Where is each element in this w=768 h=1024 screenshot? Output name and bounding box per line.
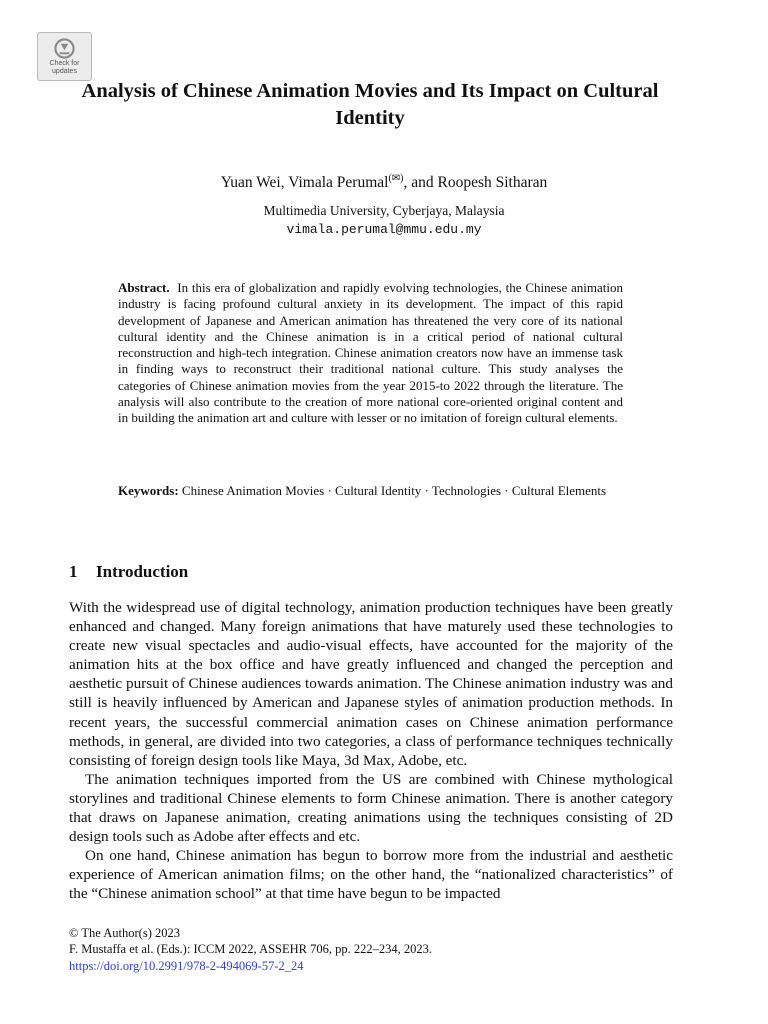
doi-link[interactable]: https://doi.org/10.2991/978-2-494069-57-2_24 xyxy=(69,958,304,973)
abstract-label: Abstract. xyxy=(118,280,170,295)
corresponding-author-mark: (✉) xyxy=(388,173,404,184)
author-email[interactable]: vimala.perumal@mmu.edu.my xyxy=(286,222,482,237)
body-text xyxy=(69,598,673,904)
section-title: Introduction xyxy=(96,562,189,581)
author-list xyxy=(14,169,754,193)
paragraph: On one hand, Chinese animation has begun to borrow more from the industrial and aesthetic experience of American animation films; on the other hand, the “nationalized characteristics” of the “Chinese animation school” at that time have begun to be impacted xyxy=(69,847,673,903)
paper-title: Analysis of Chinese Animation Movies and Its Impact on Cultural Identity xyxy=(81,80,659,129)
keywords xyxy=(118,483,623,499)
affiliation: Multimedia University, Cyberjaya, Malaysia xyxy=(263,203,505,218)
authors-rest: , and Roopesh Sitharan xyxy=(403,174,548,192)
abstract-text: In this era of globalization and rapidly evolving technologies, the Chinese animation industry is facing profound cultural anxiety in its development. The impact of this rapid development of Japanese and American animation has threatened the very core of its national cultural identity and the Chinese animation is in a critical period of national cultural reconstruction and high-tech integration. Chinese animation creators now have an immense task in finding ways to reconstruct their traditional national culture. This study analyses the categories of Chinese animation movies from the year 2015-to 2022 through the literature. The analysis will also contribute to the creation of more national core-oriented original content and in building the animation art and culture with lesser or no imitation of foreign cultural elements. xyxy=(118,280,624,426)
badge-label: Check for updates xyxy=(49,60,80,75)
paragraph: The animation techniques imported from the US are combined with Chinese mythological storylines and traditional Chinese elements to form Chinese animation. There is another category that draws on Japanese animation, creating animations using the techniques consisting of 2D design tools such as Adobe after effects and etc. xyxy=(69,770,673,846)
abstract xyxy=(118,280,623,427)
paragraph: With the widespread use of digital technology, animation production techniques have been greatly enhanced and changed. Many foreign animations that have maturely used these technologies to create new visual spectacles and audio-visual effects, have accounted for the majority of the animation hits at the box office and have greatly influenced and changed the perception and aesthetic pursuit of Chinese audiences towards animation. The Chinese animation industry was and still is heavily influenced by American and Japanese styles of animation production methods. In recent years, the successful commercial animation cases on Chinese animation performance methods, in general, are divided into two categories, a class of performance techniques technically consisting of foreign design tools like Maya, 3d Max, Adobe, etc. xyxy=(69,599,673,769)
authors-first: Yuan Wei, Vimala Perumal xyxy=(220,174,389,192)
citation-line: F. Mustaffa et al. (Eds.): ICCM 2022, ASSEHR 706, pp. 222–234, 2023. xyxy=(69,942,433,957)
copyright-line: © The Author(s) 2023 xyxy=(69,926,180,940)
keywords-text: Chinese Animation Movies · Cultural Identity · Technologies · Cultural Elements xyxy=(181,483,607,498)
crossmark-icon xyxy=(54,38,75,59)
keywords-label: Keywords: xyxy=(118,483,179,498)
check-for-updates-badge[interactable] xyxy=(37,32,92,81)
section-number: 1 xyxy=(69,562,78,581)
section-heading xyxy=(69,561,188,583)
footer-notice xyxy=(69,925,432,974)
